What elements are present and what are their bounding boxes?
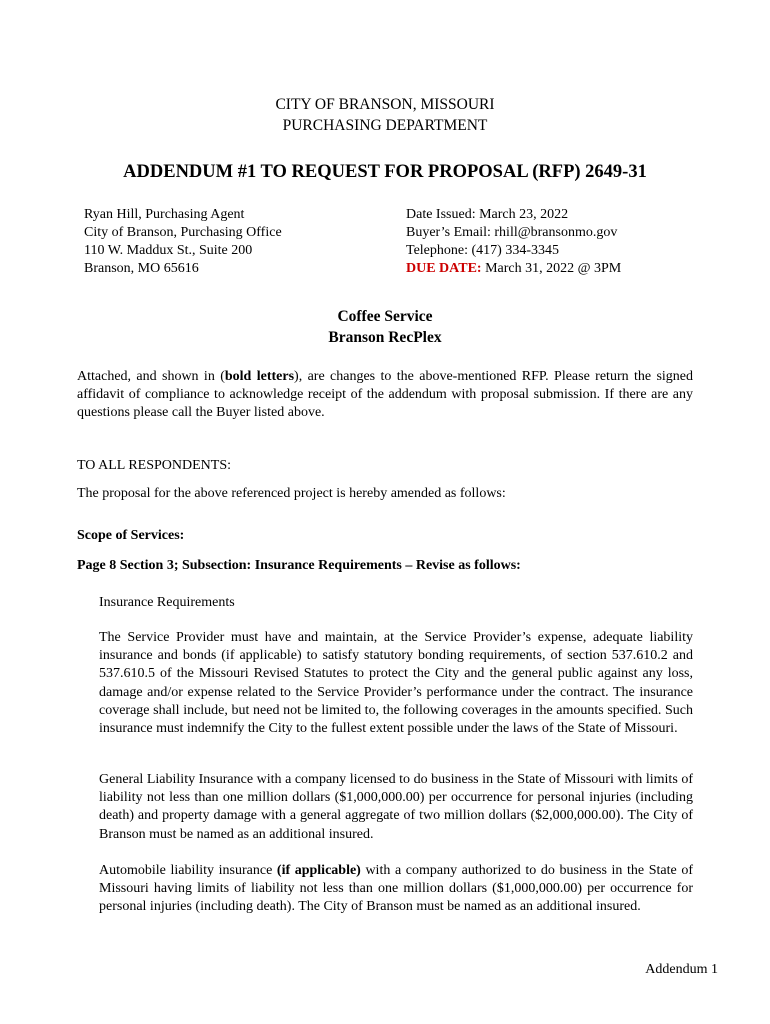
project-name: Coffee Service xyxy=(337,308,433,325)
scope-heading: Scope of Services: xyxy=(77,528,185,543)
due-date-label: DUE DATE: xyxy=(406,261,482,276)
rfp-info-block xyxy=(406,206,621,278)
due-date xyxy=(406,260,621,278)
project-location: Branson RecPlex xyxy=(328,329,442,346)
addendum-title: ADDENDUM #1 TO REQUEST FOR PROPOSAL (RFP) 2649-31 xyxy=(123,162,647,182)
intro-paragraph: Attached, and shown in (bold letters), are changes to the above-mentioned RFP. Please return the signed affidavit of compliance to acknowledge receipt of the addendum with proposal submission. If there are any questions please call the Buyer listed above. xyxy=(77,369,694,421)
amended-statement: The proposal for the above referenced project is hereby amended as follows: xyxy=(77,486,506,501)
header-city: CITY OF BRANSON, MISSOURI xyxy=(275,96,495,113)
contact-line: Branson, MO 65616 xyxy=(84,261,199,276)
telephone: Telephone: (417) 334-3345 xyxy=(406,243,559,258)
contact-line: 110 W. Maddux St., Suite 200 xyxy=(84,243,253,258)
due-date-value: March 31, 2022 @ 3PM xyxy=(481,261,622,276)
buyer-email: Buyer’s Email: rhill@bransonmo.gov xyxy=(406,225,618,240)
header-department: PURCHASING DEPARTMENT xyxy=(282,117,488,134)
section-heading: Page 8 Section 3; Subsection: Insurance Requirements – Revise as follows: xyxy=(77,558,521,573)
date-issued: Date Issued: March 23, 2022 xyxy=(406,207,569,222)
contact-line: City of Branson, Purchasing Office xyxy=(84,225,282,240)
bold-letters-emphasis: bold letters xyxy=(224,369,295,384)
page-footer: Addendum 1 xyxy=(645,962,718,977)
insurance-heading: Insurance Requirements xyxy=(99,595,235,610)
contact-line: Ryan Hill, Purchasing Agent xyxy=(84,207,245,222)
automobile-liability-paragraph: Automobile liability insurance (if applicable) with a company authorized to do business in the State of Missouri having limits of liability not less than one million dollars ($1,000,000.00) per occurrence for personal injuries (including death). The City of Branson must be named as an additional insured. xyxy=(99,863,693,915)
general-liability-paragraph: General Liability Insurance with a company licensed to do business in the State of Missouri with limits of liability not less than one million dollars ($1,000,000.00) per occurrence for personal injuries (including death) and property damage with a general aggregate of two million dollars ($2,000,000.00). The City of Branson must be named as an additional insured. xyxy=(99,772,693,842)
respondents-heading: TO ALL RESPONDENTS: xyxy=(77,458,232,473)
if-applicable-emphasis: (if applicable) xyxy=(276,863,361,878)
insurance-paragraph-1: The Service Provider must have and maintain, at the Service Provider’s expense, adequate liability insurance and bonds (if applicable) to satisfy statutory bonding requirements, of section 537.610.2 and 537.610.5 of the Missouri Revised Statutes to protect the City and the general public against any loss, damage and/or expense related to the Service Provider’s performance under the contract. The insurance coverage shall include, but need not be limited to, the following coverages in the amounts specified. Such insurance must indemnify the City to the fullest extent possible under the laws of the State of Missouri. xyxy=(99,630,693,737)
buyer-contact-block xyxy=(84,206,282,278)
